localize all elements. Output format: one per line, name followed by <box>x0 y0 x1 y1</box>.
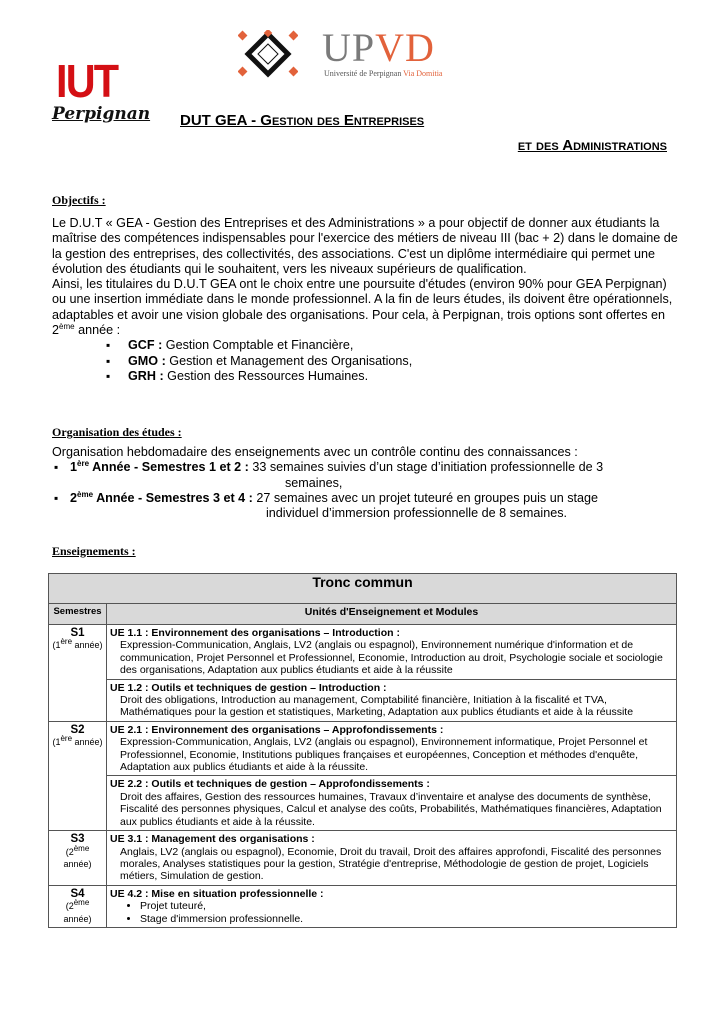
ue-cell: UE 4.2 : Mise en situation professionnelle : • Projet tuteuré, • Stage d'immersion professionnelle. <box>107 885 677 927</box>
objectifs-section <box>52 216 682 384</box>
upvd-up: UP <box>322 25 376 70</box>
organisation-section <box>52 445 682 521</box>
ue-cell: UE 1.2 : Outils et techniques de gestion – Introduction : Droit des obligations, Introduction au management, Comptabilité financière, Initiation à la fiscalité et TVA, Mathématiques pour la gestion et statistiques, Marketing, Adaptation aux publics étudiants et aide à la réussite <box>107 679 677 721</box>
objectifs-paragraph-2: Ainsi, les titulaires du D.U.T GEA ont le choix entre une poursuite d'études (environ 90% pour GEA Perpignan) ou une insertion immédiate dans le monde professionnel. A la fin de leurs études, ils doivent être opérationnels, adaptables et avoir une vision globale des organisations. Pour cela, à Perpignan, trois options sont offertes en 2ème année : <box>52 277 673 338</box>
upvd-emblem-icon <box>238 30 298 78</box>
upvd-sub-b: Via Domitia <box>403 69 443 78</box>
iut-perpignan-logo <box>52 55 151 128</box>
upvd-sub-a: Université de Perpignan <box>324 69 402 78</box>
table-row <box>49 625 677 680</box>
table-row <box>49 721 677 776</box>
organisation-row-2: ▪ 2ème Année - Semestres 3 et 4 : 27 semaines avec un projet tuteuré en groupes puis un stage individuel d’immersion professionnelle de 8 semaines. <box>52 491 682 522</box>
curriculum-table <box>48 573 677 928</box>
s4-items-list <box>110 900 673 925</box>
list-item: ▪ GCF : Gestion Comptable et Financière, <box>106 338 682 353</box>
upvd-subtitle <box>324 69 442 78</box>
list-item: ▪ GRH : Gestion des Ressources Humaines. <box>106 369 682 384</box>
objectifs-heading: Objectifs : <box>52 193 106 207</box>
list-item: • Projet tuteuré, <box>140 900 673 912</box>
objectifs-paragraph-1: Le D.U.T « GEA - Gestion des Entreprises et des Administrations » a pour objectif de donner aux étudiants la maîtrise des compétences indispensables pour l'exercice des métiers de niveau III (bac + 2) dans le domaine de la gestion des entreprises, des collectivités, des associations. C'est un diplôme intermédiaire qui permet une évolution des étudiants qui le souhaitent, vers les niveaux supérieurs de qualification. <box>52 216 678 276</box>
semester-cell-s1: S1 (1ère année) <box>49 625 107 722</box>
ue-cell: UE 3.1 : Management des organisations : Anglais, LV2 (anglais ou espagnol), Economie, Droit du travail, Droit des affaires approfondi, Fiscalité des personnes morales, Analyses statistiques pour la gestion, Stratégie d'entreprise, Méthodologie de gestion de projet, Logiciels métiers, Simulation de gestion. <box>107 831 677 886</box>
organisation-intro: Organisation hebdomadaire des enseignements avec un contrôle continu des connaissances : <box>52 445 578 459</box>
organisation-row-1: ▪ 1ère Année - Semestres 1 et 2 : 33 semaines suivies d’un stage d’initiation professionnelle de 3 semaines, <box>52 460 682 491</box>
options-list <box>52 338 682 384</box>
column-header-ue: Unités d'Enseignement et Modules <box>107 604 677 625</box>
column-header-semestres: Semestres <box>49 604 107 625</box>
document-title-line-2: et des Administrations <box>517 137 667 154</box>
table-row <box>49 885 677 927</box>
table-row <box>49 776 677 831</box>
table-row <box>49 831 677 886</box>
upvd-wordmark <box>322 25 435 70</box>
upvd-vd: VD <box>375 25 435 70</box>
list-item: ▪ GMO : Gestion et Management des Organisations, <box>106 354 682 369</box>
semester-cell-s3: S3 (2ème année) <box>49 831 107 886</box>
table-title: Tronc commun <box>49 574 677 604</box>
iut-logo-script: Perpignan <box>52 104 151 124</box>
table-row <box>49 679 677 721</box>
ue-cell: UE 2.1 : Environnement des organisations – Approfondissements : Expression-Communication, Anglais, LV2 (anglais ou espagnol), Environnement informatique, Projet Personnel et Professionnel, Economie, Institutions publiques françaises et européennes, Conception et méthodes d'enquête, Adaptation aux publics étudiants et aide à la réussite. <box>107 721 677 776</box>
iut-logo-text: IUT <box>56 55 118 107</box>
ue-cell: UE 1.1 : Environnement des organisations – Introduction : Expression-Communication, Anglais, LV2 (anglais ou espagnol), Environnement numérique d'information et de communication, Projet Personnel et Professionnel, Economie, Introduction au droit, Psychologie sociale et sociologie des organisations, Adaptation aux publics étudiants et aide à la réussite <box>107 625 677 680</box>
semester-cell-s4: S4 (2ème année) <box>49 885 107 927</box>
enseignements-heading: Enseignements : <box>52 544 136 558</box>
semester-cell-s2: S2 (1ère année) <box>49 721 107 830</box>
organisation-heading: Organisation des études : <box>52 425 182 439</box>
ue-cell: UE 2.2 : Outils et techniques de gestion – Approfondissements : Droit des affaires, Gestion des ressources humaines, Travaux d’inventaire et analyse des documents de synthèse, Fiscalité des personnes physiques, Calcul et analyse des coûts, Probabilités, Mathématiques financières, Adaptation aux publics étudiants et aide à la réussite. <box>107 776 677 831</box>
document-title-line-1: DUT GEA - Gestion des Entreprises <box>180 112 425 129</box>
list-item: • Stage d'immersion professionnelle. <box>140 913 673 925</box>
